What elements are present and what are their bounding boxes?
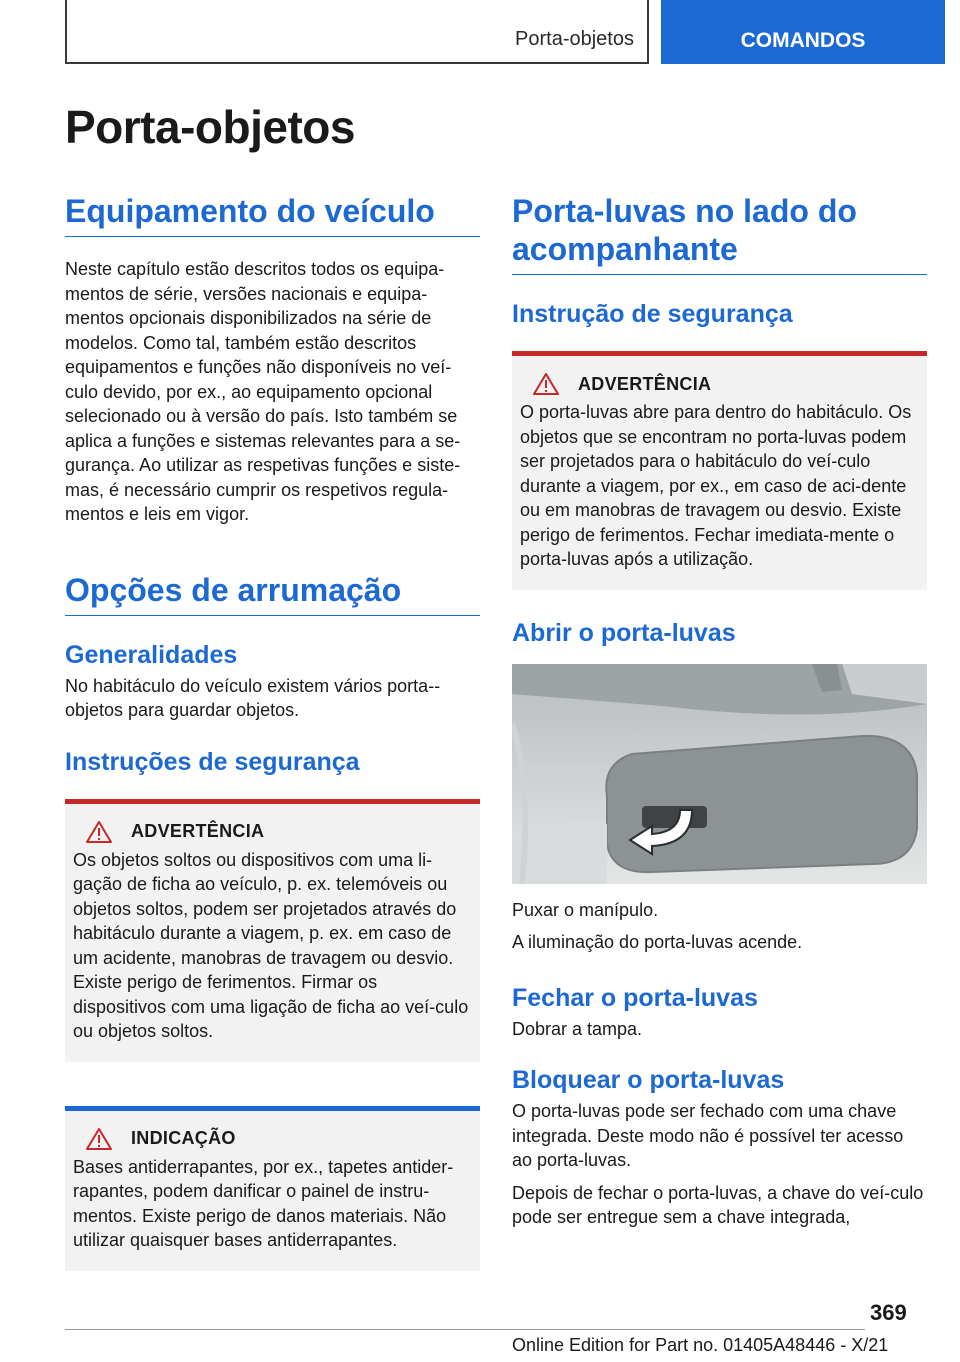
paragraph-bloquear-1: O porta-luvas pode ser fechado com uma chave integrada. Deste modo não é possível ter acesso ao porta-luvas. — [512, 1101, 904, 1170]
warning-text: Os objetos soltos ou dispositivos com uma li-gação de ficha ao veículo, p. ex. telemóveis ou objetos soltos, podem ser projetados através do habitáculo durante a viagem, p. ex. em caso de um acidente, manobras de travagem ou desvio. Existe perigo de ferimentos. Firmar os dispositivos com uma ligação de ficha ao veí-culo ou objetos soltos. — [73, 849, 469, 1041]
paragraph-equipamento: Neste capítulo estão descritos todos os equipa-mentos de série, versões nacionais e equipa-mentos opcionais disponibilizados na série de modelos. Como tal, também estão descritos equipamentos e funções não disponíveis no veí-culo devido, por ex., ao equipamento opcional selecionado ou à versão do país. Isto também se aplica a funções e sistemas relevantes para a se-gurança. Ao utilizar as respetivas funções e siste-mas, é necessário cumprir os respetivos regula-mentos e leis em vigor. — [65, 259, 461, 524]
glovebox-photo — [512, 664, 927, 884]
page-title: Porta-objetos — [65, 101, 355, 153]
paragraph-iluminacao: A iluminação do porta-luvas acende. — [512, 932, 803, 952]
paragraph-bloquear-2: Depois de fechar o porta-luvas, a chave do veí-culo pode ser entregue sem a chave integrada, — [512, 1182, 924, 1227]
warning-header — [520, 372, 919, 396]
header-section-title: Porta-objetos — [515, 28, 634, 50]
warning-triangle-icon — [85, 1127, 113, 1151]
heading-instrucao-seguranca: Instrução de segurança — [512, 300, 793, 328]
notice-header — [73, 1127, 472, 1151]
heading-fechar: Fechar o porta-luvas — [512, 983, 758, 1012]
heading-equipamento: Equipamento do veículo — [65, 192, 480, 237]
warning-triangle-icon — [85, 820, 113, 844]
warning-label: ADVERTÊNCIA — [131, 821, 265, 841]
notice-box-bases — [65, 1106, 480, 1271]
warning-header — [73, 820, 472, 844]
header-chapter-tab: COMANDOS — [661, 0, 945, 64]
heading-bloquear: Bloquear o porta-luvas — [512, 1066, 785, 1094]
footer-edition: Online Edition for Part no. 01405A48446 - X/21 — [512, 1335, 889, 1355]
paragraph-puxar: Puxar o manípulo. — [512, 899, 659, 920]
heading-opcoes-arrumacao: Opções de arrumação — [65, 571, 480, 616]
left-column — [65, 192, 480, 1271]
heading-generalidades: Generalidades — [65, 640, 238, 669]
notice-label: INDICAÇÃO — [131, 1128, 236, 1148]
warning-triangle-icon — [532, 372, 560, 396]
footer-divider — [65, 1329, 865, 1330]
heading-instrucoes-seguranca: Instruções de segurança — [65, 747, 360, 776]
heading-abrir: Abrir o porta-luvas — [512, 618, 736, 647]
heading-porta-luvas: Porta-luvas no lado do acompanhante — [512, 192, 927, 275]
warning-text: O porta-luvas abre para dentro do habitáculo. Os objetos que se encontram no porta-luvas podem ser projetados para o habitáculo do veí-culo durante a viagem, por ex., em caso de aci-dente ou em manobras de travagem ou desvio. Existe perigo de ferimentos. Fechar imediata-mente o porta-luvas após a utilização. — [520, 402, 912, 569]
right-column — [512, 192, 927, 1230]
warning-label: ADVERTÊNCIA — [578, 373, 712, 394]
paragraph-generalidades: No habitáculo do veículo existem vários porta--objetos para guardar objetos. — [65, 675, 441, 720]
warning-box-objetos — [65, 799, 480, 1062]
page-number: 369 — [870, 1300, 907, 1325]
paragraph-fechar: Dobrar a tampa. — [512, 1018, 643, 1039]
warning-box-porta-luvas — [512, 351, 927, 590]
notice-text: Bases antiderrapantes, por ex., tapetes antider-rapantes, podem danificar o painel de instru-mentos. Existe perigo de danos materiais. Não utilizar quaisquer bases antiderrapantes. — [73, 1156, 454, 1250]
